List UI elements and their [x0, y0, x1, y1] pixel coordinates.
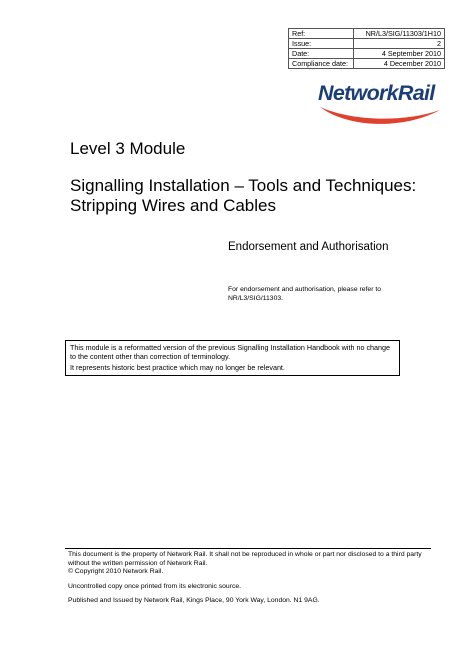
logo-wordmark: NetworkRail — [318, 81, 435, 105]
compliance-date-label: Compliance date: — [289, 59, 354, 69]
ref-label: Ref: — [289, 29, 354, 39]
logo-swoosh-icon — [318, 104, 442, 130]
date-value: 4 September 2010 — [354, 49, 445, 59]
footer-property-statement: This document is the property of Network Rail. It shall not be reproduced in whole or part nor disclosed to a third party without the written permission of Network Rail. — [68, 551, 422, 567]
compliance-date-row — [289, 59, 445, 69]
compliance-date-value: 4 December 2010 — [354, 59, 445, 69]
reformat-notice-box — [65, 340, 400, 376]
issue-row — [289, 39, 445, 49]
endorsement-note: For endorsement and authorisation, please refer to NR/L3/SIG/11303. — [228, 286, 382, 302]
footer-uncontrolled-copy: Uncontrolled copy once printed from its electronic source. — [68, 582, 242, 590]
module-level-heading: Level 3 Module — [70, 139, 186, 158]
footer-published-by: Published and Issued by Network Rail, Kings Place, 90 York Way, London. N1 9AG. — [68, 597, 320, 605]
date-row — [289, 49, 445, 59]
network-rail-logo — [318, 81, 435, 105]
footer-divider — [65, 548, 431, 549]
notice-line-1: This module is a reformatted version of the previous Signalling Installation Handbook with no change to the content other than correction of terminology. — [70, 343, 391, 362]
date-label: Date: — [289, 49, 354, 59]
footer — [68, 551, 430, 606]
footer-copyright: © Copyright 2010 Network Rail. — [68, 568, 164, 576]
ref-row — [289, 29, 445, 39]
ref-value: NR/L3/SIG/11303/1H10 — [354, 29, 445, 39]
issue-label: Issue: — [289, 39, 354, 49]
issue-value: 2 — [354, 39, 445, 49]
notice-line-2: It represents historic best practice which may no longer be relevant. — [70, 363, 285, 373]
endorsement-heading: Endorsement and Authorisation — [228, 241, 389, 253]
module-title: Signalling Installation – Tools and Techniques: Stripping Wires and Cables — [70, 176, 417, 215]
reference-table — [288, 28, 445, 69]
